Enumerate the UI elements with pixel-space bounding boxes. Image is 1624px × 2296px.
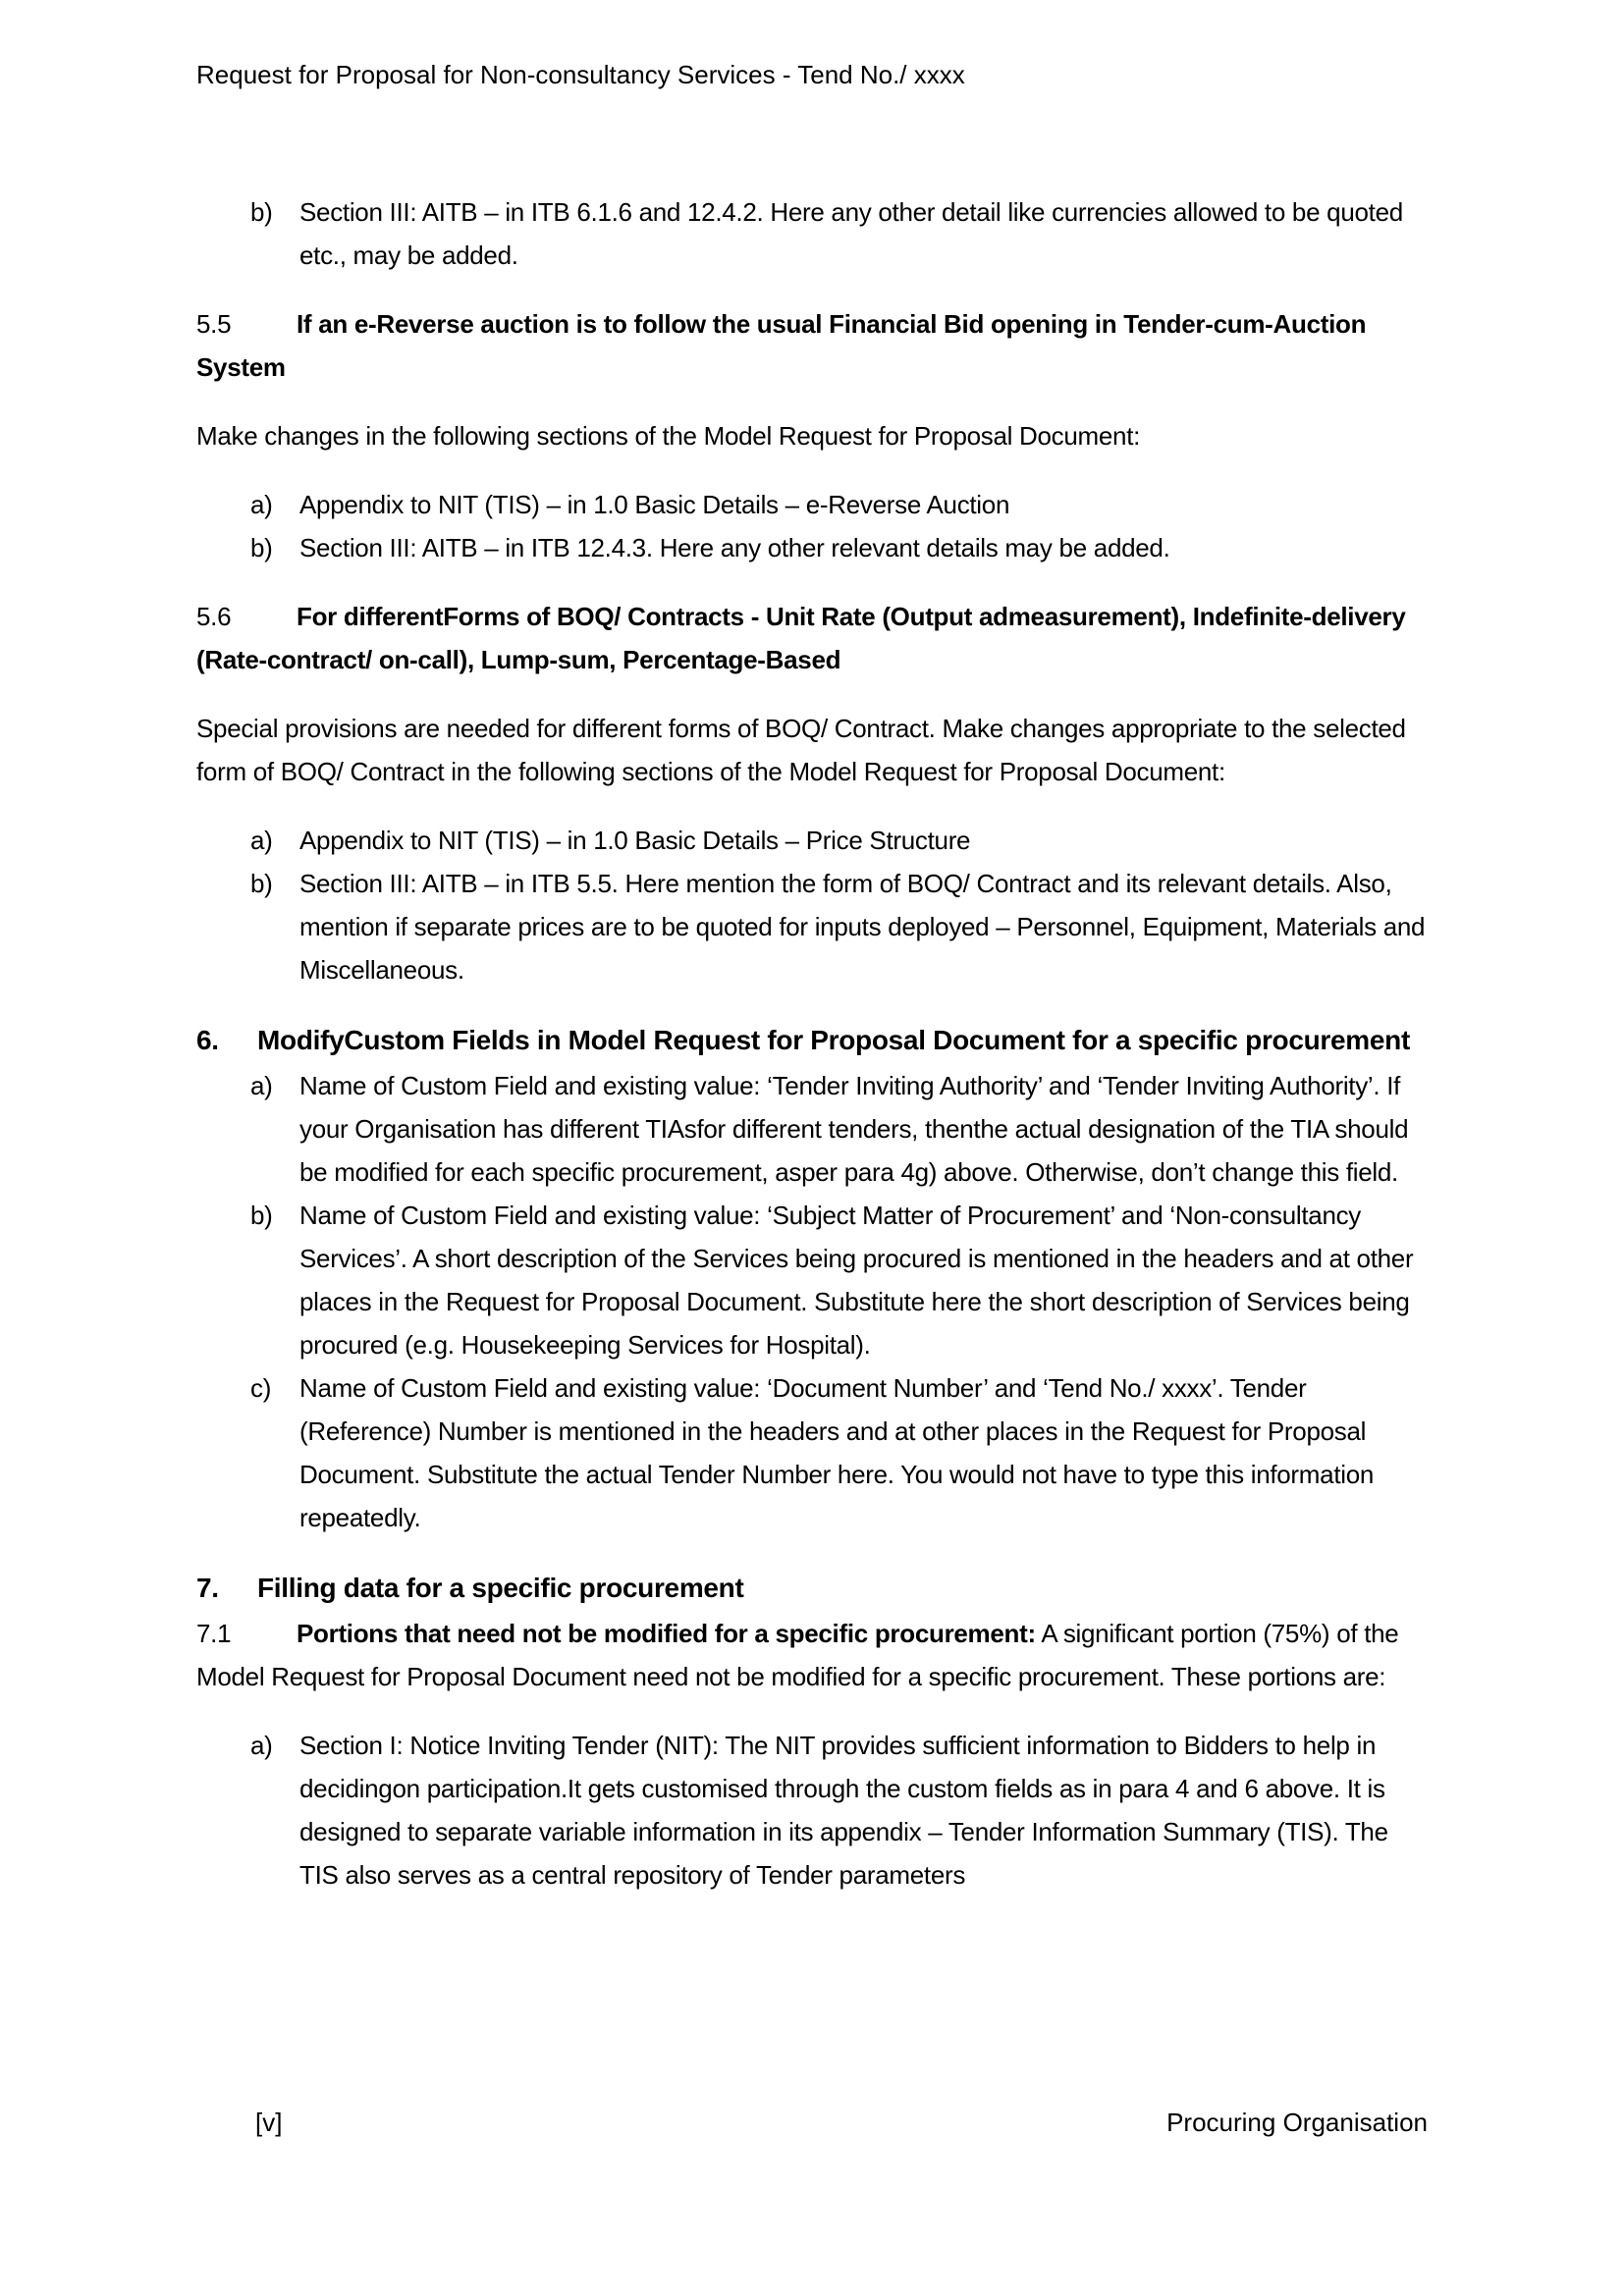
page-footer — [255, 2107, 1428, 2138]
list-item-text: Section III: AITB – in ITB 5.5. Here mention the form of BOQ/ Contract and its relevant details. Also, mention if separate prices are to be quoted for inputs deployed – Personnel, Equipment, Materials and Miscellaneous. — [299, 869, 1426, 985]
list-marker: a) — [250, 1731, 273, 1760]
section-number: 7.1 — [196, 1619, 232, 1648]
list-marker: a) — [250, 826, 273, 855]
list-marker: c) — [250, 1373, 272, 1403]
list-item-text: Appendix to NIT (TIS) – in 1.0 Basic Details – Price Structure — [299, 826, 971, 855]
section-6-heading — [196, 1017, 1428, 1064]
list-item — [196, 526, 1428, 569]
document-body — [0, 190, 1624, 1896]
section-number: 6. — [196, 1025, 219, 1055]
list-item — [196, 1724, 1428, 1896]
section-number: 5.5 — [196, 309, 232, 339]
list-marker: b) — [250, 1201, 273, 1230]
list-5-6 — [196, 819, 1428, 991]
footer-org-label: Procuring Organisation — [1166, 2108, 1428, 2137]
section-number: 7. — [196, 1573, 219, 1603]
section-title: Filling data for a specific procurement — [257, 1573, 744, 1603]
list-item-text: Section III: AITB – in ITB 12.4.3. Here any other relevant details may be added. — [299, 533, 1170, 562]
section-5-6-heading — [196, 595, 1428, 681]
section-5-5-heading — [196, 302, 1428, 389]
list-item-text: Name of Custom Field and existing value: ‘Subject Matter of Procurement’ and ‘Non-consultancy Services’. A short description of the Services being procured is mentioned in the headers and at other places in the Request for Proposal Document. Substitute here the short description of Services being procured (e.g. Housekeeping Services for Hospital). — [299, 1201, 1414, 1360]
section-7-1-paragraph — [196, 1612, 1428, 1698]
list-item — [196, 483, 1428, 526]
list-item — [196, 819, 1428, 862]
list-marker: b) — [250, 533, 273, 562]
section-7-heading — [196, 1565, 1428, 1612]
section-title: ModifyCustom Fields in Model Request for Proposal Document for a specific procurement — [257, 1025, 1410, 1055]
list-item — [196, 1064, 1428, 1194]
list-marker: b) — [250, 869, 273, 898]
paragraph-special-provisions: Special provisions are needed for different forms of BOQ/ Contract. Make changes appropriate to the selected form of BOQ/ Contract in the following sections of the Model Request for Proposal Document: — [196, 714, 1406, 786]
list-7 — [196, 1724, 1428, 1896]
list-item-text: Section I: Notice Inviting Tender (NIT): The NIT provides sufficient information to Bidders to help in decidingon participation.It gets customised through the custom fields as in para 4 and 6 above. It is designed to separate variable information in its appendix – Tender Information Summary (TIS). The TIS also serves as a central repository of Tender parameters — [299, 1731, 1388, 1890]
list-marker: a) — [250, 490, 273, 519]
page-number: [v] — [255, 2108, 283, 2137]
list-item — [196, 1366, 1428, 1539]
list-item-text: Name of Custom Field and existing value: ‘Document Number’ and ‘Tend No./ xxxx’. Tender (Reference) Number is mentioned in the headers and at other places in the Request for Proposal Document. Substitute the actual Tender Number here. You would not have to type this information repeatedly. — [299, 1373, 1375, 1532]
list-marker: b) — [250, 197, 273, 227]
section-body-text: A significant portion (75%) of the Model Request for Proposal Document need not be modified for a specific procurement. These portions are: — [196, 1619, 1399, 1691]
list-item — [196, 862, 1428, 991]
section-title: If an e-Reverse auction is to follow the usual Financial Bid opening in Tender-cum-Auction System — [196, 309, 1367, 382]
continued-list-item-b — [196, 190, 1428, 277]
list-item-text: Appendix to NIT (TIS) – in 1.0 Basic Details – e-Reverse Auction — [299, 490, 1010, 519]
paragraph-make-changes: Make changes in the following sections of the Model Request for Proposal Document: — [196, 421, 1141, 451]
list-6 — [196, 1064, 1428, 1539]
list-item-text: Section III: AITB – in ITB 6.1.6 and 12.4.2. Here any other detail like currencies allowed to be quoted etc., may be added. — [299, 197, 1403, 270]
list-item-text: Name of Custom Field and existing value: ‘Tender Inviting Authority’ and ‘Tender Inviting Authority’. If your Organisation has different TIAsfor different tenders, thenthe actual designation of the TIA should be modified for each specific procurement, asper para 4g) above. Otherwise, don’t change this field. — [299, 1071, 1409, 1187]
page-header-title: Request for Proposal for Non-consultancy Services - Tend No./ xxxx — [196, 60, 965, 89]
section-title: For differentForms of BOQ/ Contracts - Unit Rate (Output admeasurement), Indefinite-delivery (Rate-contract/ on-call), Lump-sum, Percentage-Based — [196, 602, 1406, 674]
list-5-5 — [196, 483, 1428, 569]
list-marker: a) — [250, 1071, 273, 1100]
section-number: 5.6 — [196, 602, 232, 631]
list-item — [196, 1194, 1428, 1366]
section-bold-lead: Portions that need not be modified for a specific procurement: — [297, 1619, 1036, 1648]
